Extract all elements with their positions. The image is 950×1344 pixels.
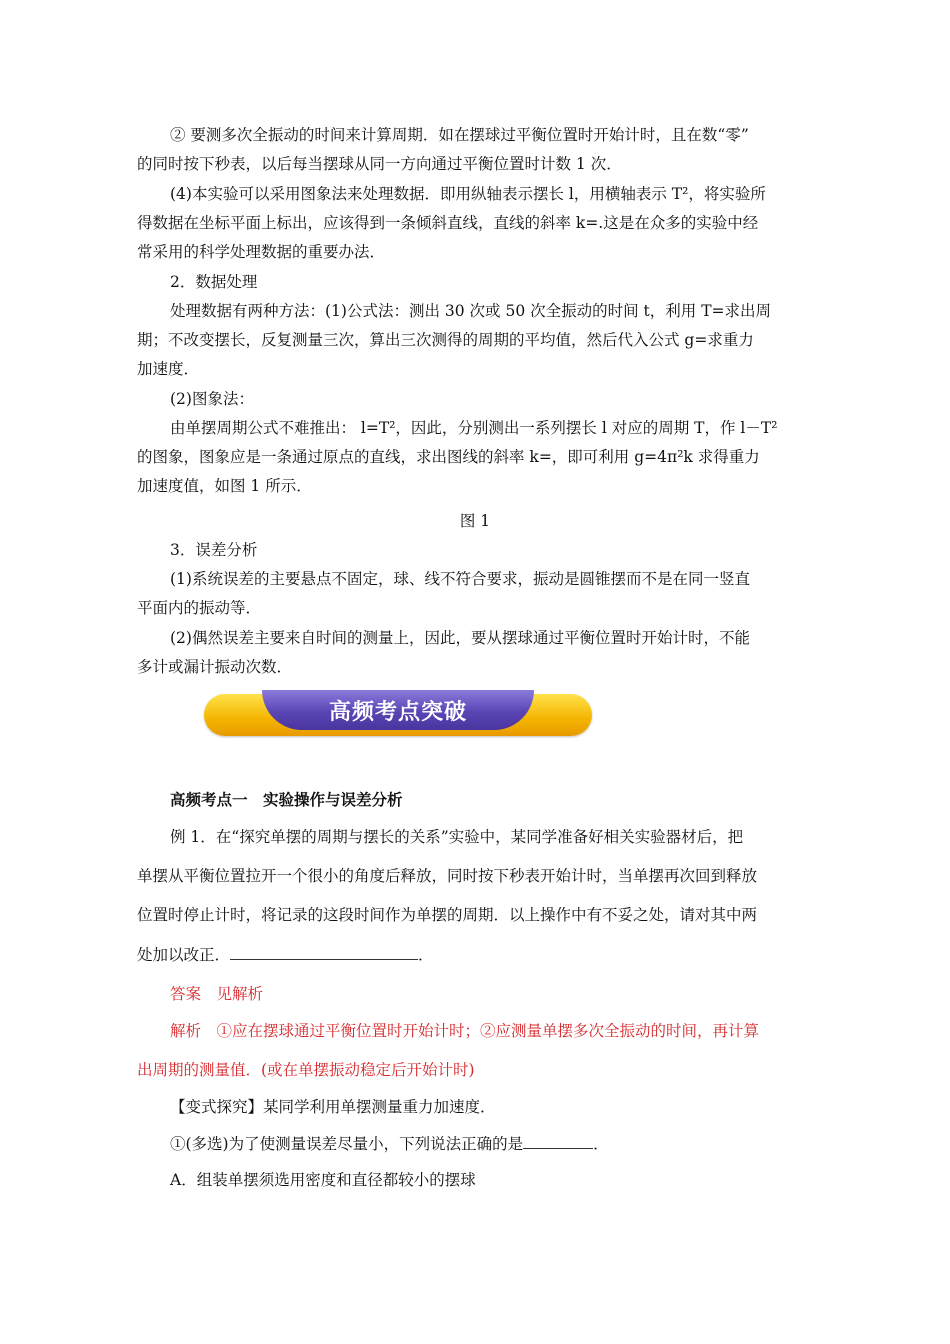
analysis-line-continued: 出周期的测量值．(或在单摆振动稳定后开始计时)	[137, 1061, 475, 1079]
banner-title: 高频考点突破	[328, 700, 467, 725]
example-question: 例 1．在“探究单摆的周期与摆长的关系”实验中，某同学准备好相关实验器材后，把	[170, 828, 744, 846]
data-processing-paragraph-2: (2)图象法：	[170, 390, 254, 408]
data-processing-paragraph-3: 由单摆周期公式不难推出： l=T²，因此，分别测出一系列摆长 l 对应的周期 T，作 l－T²	[170, 419, 778, 437]
example-question-tail: 处加以改正．	[137, 946, 231, 964]
data-processing-paragraph-3-continued-1: 的图象，图象应是一条通过原点的直线，求出图线的斜率 k=，即可利用 g=4π²k 求得重力	[137, 448, 760, 466]
error-analysis-paragraph-2: (2)偶然误差主要来自时间的测量上，因此，要从摆球通过平衡位置时开始计时，不能	[170, 629, 750, 647]
topic-heading: 高频考点一 实验操作与误差分析	[170, 790, 403, 809]
data-processing-heading: 2．数据处理	[170, 273, 258, 291]
data-processing-paragraph-1-continued-2: 加速度．	[137, 360, 200, 378]
method-item-4-continued-1: 得数据在坐标平面上标出，应该得到一条倾斜直线，直线的斜率 k=.这是在众多的实验中经	[137, 214, 759, 232]
variant-question-1-text: ①(多选)为了使测量误差尽量小，下列说法正确的是	[170, 1135, 524, 1153]
example-question-continued-2: 位置时停止计时，将记录的这段时间作为单摆的周期．以上操作中有不妥之处，请对其中两	[137, 906, 758, 924]
method-item-2: ② 要测多次全振动的时间来计算周期．如在摆球过平衡位置时开始计时，且在数“零”	[170, 126, 749, 144]
data-processing-paragraph-1: 处理数据有两种方法：(1)公式法：测出 30 次或 50 次全振动的时间 t，利用 T=求出周	[170, 302, 772, 320]
error-analysis-paragraph-1-continued: 平面内的振动等．	[137, 599, 262, 617]
data-processing-paragraph-3-continued-2: 加速度值，如图 1 所示．	[137, 477, 312, 495]
question-1-blank[interactable]	[523, 1134, 593, 1149]
error-analysis-heading: 3．误差分析	[170, 541, 258, 559]
example-question-continued-1: 单摆从平衡位置拉开一个很小的角度后释放，同时按下秒表开始计时，当单摆再次回到释放	[137, 867, 758, 885]
section-banner	[204, 690, 592, 738]
option-a: A．组装单摆须选用密度和直径都较小的摆球	[170, 1171, 476, 1189]
data-processing-paragraph-1-continued-1: 期；不改变摆长，反复测量三次，算出三次测得的周期的平均值，然后代入公式 g=求重力	[137, 331, 754, 349]
variant-question-1	[170, 1133, 817, 1155]
method-item-2-continued: 的同时按下秒表，以后每当摆球从同一方向通过平衡位置时计数 1 次．	[137, 155, 622, 173]
question-1-end: ．	[593, 1135, 609, 1153]
answer-blank[interactable]	[230, 945, 418, 960]
method-item-4-continued-2: 常采用的科学处理数据的重要办法．	[137, 243, 386, 261]
variant-inquiry: 【变式探究】某同学利用单摆测量重力加速度．	[170, 1098, 496, 1116]
example-question-continued-3: 处加以改正． ．	[137, 946, 434, 964]
method-item-4: (4)本实验可以采用图象法来处理数据．即用纵轴表示摆长 l，用横轴表示 T²，将实验所	[170, 185, 766, 203]
figure-caption: 图 1	[459, 512, 491, 530]
error-analysis-paragraph-2-continued: 多计或漏计振动次数．	[137, 658, 293, 676]
analysis-line: 解析 ①应在摆球通过平衡位置时开始计时；②应测量单摆多次全振动的时间，再计算	[170, 1022, 760, 1040]
error-analysis-paragraph-1: (1)系统误差的主要悬点不固定，球、线不符合要求，振动是圆锥摆而不是在同一竖直	[170, 570, 750, 588]
answer-line: 答案 见解析	[170, 985, 264, 1003]
